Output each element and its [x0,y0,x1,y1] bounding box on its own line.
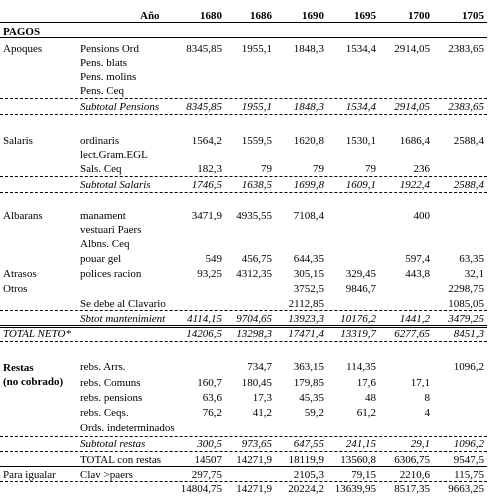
row-item: Pens. blats [80,57,128,69]
row-label: Otros [3,283,28,295]
year-header-1705: 1705 [462,10,484,22]
value-cell-1686: 1955,1 [241,43,272,55]
value-cell-1690: 644,35 [293,253,324,265]
value-cell-1686: 4935,55 [236,210,272,222]
value-cell-1690: 1699,8 [293,179,324,191]
value-cell-1695: 13319,7 [340,328,376,340]
value-cell-1700: 17,1 [410,377,430,389]
value-cell-1700: 6277,65 [394,328,430,340]
value-cell-1695: 61,2 [356,407,376,419]
value-cell-1705: 8451,3 [453,328,484,340]
value-cell-1680: 549 [205,253,222,265]
value-cell-1686: 13298,3 [236,328,272,340]
rule-line [0,192,487,193]
rule-line [0,310,487,311]
row-item: rebs. Ceqs. [80,407,129,419]
value-cell-1695: 79 [365,163,376,175]
value-cell-1695: 17,6 [356,377,376,389]
value-cell-1680: 1746,5 [191,179,222,191]
value-cell-1686: 14271,9 [236,483,272,495]
value-cell-1705: 2383,65 [448,43,484,55]
value-cell-1690: 179,85 [293,377,324,389]
section-restas-sub: (no cobrado) [3,376,64,388]
value-cell-1700: 2210,6 [399,469,430,481]
value-cell-1690: 363,15 [293,361,324,373]
value-cell-1690: 647,55 [293,438,324,450]
row-item: Pens. molins [80,71,137,83]
year-header-1680: 1680 [200,10,222,22]
rule-line [0,176,487,177]
value-cell-1690: 45,35 [299,392,324,404]
value-cell-1680: 8345,85 [186,43,222,55]
value-cell-1700: 2914,05 [394,43,430,55]
value-cell-1690: 1848,3 [293,43,324,55]
value-cell-1700: 400 [413,210,430,222]
value-cell-1705: 2383,65 [448,101,484,113]
row-item: Sals. Ceq [80,163,122,175]
value-cell-1695: 1609,1 [345,179,376,191]
value-cell-1686: 79 [261,163,272,175]
value-cell-1690: 1848,3 [293,101,324,113]
year-header-1700: 1700 [408,10,430,22]
value-cell-1686: 14271,9 [236,454,272,466]
value-cell-1695: 79,15 [351,469,376,481]
value-cell-1690: 79 [313,163,324,175]
year-header-1695: 1695 [354,10,376,22]
value-cell-1690: 305,15 [293,268,324,280]
value-cell-1690: 2112,85 [288,298,324,310]
value-cell-1700: 597,4 [405,253,430,265]
value-cell-1695: 1530,1 [345,135,376,147]
value-cell-1690: 1620,8 [293,135,324,147]
value-cell-1695: 241,15 [345,438,376,450]
value-cell-1686: 1559,5 [241,135,272,147]
value-cell-1680: 63,6 [202,392,222,404]
row-item: pouar gel [80,253,122,265]
value-cell-1695: 48 [365,392,376,404]
value-cell-1680: 14804,75 [180,483,222,495]
value-cell-1680: 297,75 [191,469,222,481]
value-cell-1705: 1085,05 [448,298,484,310]
value-cell-1705: 9663,25 [448,483,484,495]
value-cell-1680: 300,5 [197,438,222,450]
value-cell-1695: 13560,8 [340,454,376,466]
value-cell-1695: 10176,2 [340,313,376,325]
value-cell-1686: 9704,65 [236,313,272,325]
value-cell-1695: 9846,7 [345,283,376,295]
row-item: vestuari Paers [80,224,142,236]
row-item: Sbtot mantenimient [80,313,166,325]
value-cell-1690: 7108,4 [293,210,324,222]
value-cell-1686: 1955,1 [241,101,272,113]
value-cell-1680: 3471,9 [191,210,222,222]
value-cell-1695: 114,35 [346,361,376,373]
value-cell-1700: 8517,35 [394,483,430,495]
row-item: lect.Gram.EGL [80,149,148,161]
value-cell-1680: 14507 [194,454,222,466]
value-cell-1686: 456,75 [241,253,272,265]
row-label: Atrasos [3,268,37,280]
value-cell-1690: 17471,4 [288,328,324,340]
rule-line [0,22,487,23]
row-label: Para igualar [3,469,56,481]
value-cell-1705: 2298,75 [448,283,484,295]
row-item: Clav >paers [80,469,133,481]
rule-line [0,98,487,99]
row-item: rebs. Arrs. [80,361,126,373]
row-item: Albns. Ceq [80,238,130,250]
row-item: Ords. indeterminados [80,422,175,434]
row-label: Albarans [3,210,43,222]
value-cell-1680: 8345,85 [186,101,222,113]
year-header-1686: 1686 [250,10,272,22]
value-cell-1705: 32,1 [464,268,484,280]
value-cell-1686: 4312,35 [236,268,272,280]
value-cell-1690: 20224,2 [288,483,324,495]
value-cell-1690: 59,2 [304,407,324,419]
rule-line [0,37,487,38]
value-cell-1705: 1096,2 [453,361,484,373]
value-cell-1686: 17,3 [252,392,272,404]
value-cell-1686: 41,2 [252,407,272,419]
rule-line [0,114,487,115]
value-cell-1700: 236 [413,163,430,175]
value-cell-1700: 29,1 [410,438,430,450]
value-cell-1700: 4 [424,407,430,419]
row-label: TOTAL NETO* [3,328,71,340]
value-cell-1680: 4114,15 [187,313,222,325]
value-cell-1700: 1441,2 [399,313,430,325]
value-cell-1700: 2914,05 [394,101,430,113]
rule-line [0,341,487,342]
value-cell-1695: 13639,95 [334,483,376,495]
value-cell-1695: 1534,4 [345,43,376,55]
row-item: rebs. pensions [80,392,143,404]
value-cell-1705: 115,75 [454,469,484,481]
rule-line [0,451,487,452]
value-cell-1705: 2588,4 [453,179,484,191]
value-cell-1705: 63,35 [459,253,484,265]
value-cell-1700: 443,8 [405,268,430,280]
row-item: Se debe al Clavario [80,298,166,310]
value-cell-1705: 1096,2 [453,438,484,450]
value-cell-1686: 180,45 [241,377,272,389]
value-cell-1686: 973,65 [241,438,272,450]
year-header-1690: 1690 [302,10,324,22]
value-cell-1680: 1564,2 [191,135,222,147]
value-cell-1705: 9547,5 [453,454,484,466]
row-label: Apoques [3,43,43,55]
value-cell-1690: 18119,9 [288,454,324,466]
value-cell-1680: 182,3 [197,163,222,175]
value-cell-1695: 1534,4 [345,101,376,113]
value-cell-1680: 93,25 [197,268,222,280]
row-item: polices racion [80,268,142,280]
row-item: rebs. Comuns [80,377,141,389]
value-cell-1680: 76,2 [202,407,222,419]
value-cell-1686: 734,7 [247,361,272,373]
value-cell-1700: 1922,4 [399,179,430,191]
value-cell-1705: 2588,4 [453,135,484,147]
row-item: Pens. Ceq [80,85,124,97]
row-item: Pensions Ord [80,43,139,55]
section-restas: Restas [3,362,34,374]
row-item: Subtotal Salaris [80,179,151,191]
value-cell-1695: 329,45 [345,268,376,280]
value-cell-1680: 160,7 [197,377,222,389]
value-cell-1700: 8 [424,392,430,404]
value-cell-1690: 13923,3 [288,313,324,325]
value-cell-1686: 1638,5 [241,179,272,191]
row-label: Salaris [3,135,33,147]
value-cell-1700: 6306,75 [394,454,430,466]
year-header-label: Año [140,10,160,22]
value-cell-1680: 14206,5 [186,328,222,340]
row-item: TOTAL con restas [80,454,161,466]
row-item: manament [80,210,126,222]
row-item: Subtotal Pensions [80,101,160,113]
row-item: Subtotal restas [80,438,146,450]
value-cell-1705: 3479,25 [448,313,484,325]
section-pagos: PAGOS [3,26,41,38]
row-item: ordinaris [80,135,120,147]
value-cell-1700: 1686,4 [399,135,430,147]
value-cell-1690: 2105,3 [293,469,324,481]
value-cell-1690: 3752,5 [293,283,324,295]
